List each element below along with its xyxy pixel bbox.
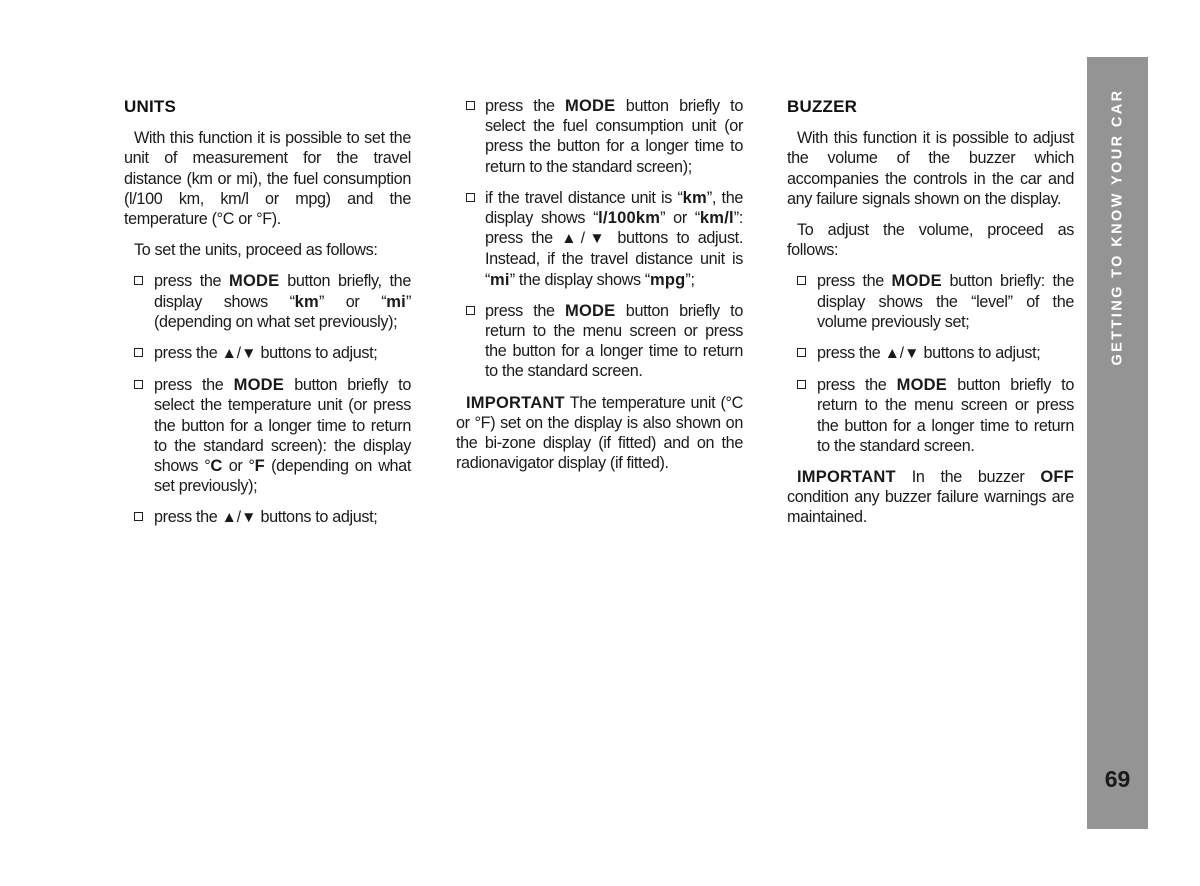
buzzer-proceed: To adjust the volume, proceed as follows:: [787, 221, 1074, 260]
list-item: if the travel distance unit is “km”, the display shows “l/100km” or “km/l”: press the ▲/▼ buttons to adjust. Instead, if the travel distance unit is “mi” the display shows “mpg”;: [456, 188, 743, 290]
list-item: press the MODE button briefly to select the fuel consumption unit (or press the button for a longer time to return to the standard screen);: [456, 96, 743, 177]
up-down-arrows-icon: ▲/▼: [221, 345, 257, 363]
list-item: press the MODE button briefly: the display shows the “level” of the volume previously set;: [787, 271, 1074, 332]
units-continued-column: [456, 96, 743, 484]
units-intro: With this function it is possible to set the unit of measurement for the travel distance (km or mi), the fuel consumption (l/100 km, km/l or mpg) and the temperature (°C or °F).: [124, 129, 411, 229]
chapter-sidebar: [1087, 57, 1148, 829]
checkbox-bullet-icon: [797, 276, 806, 285]
section-heading-buzzer: BUZZER: [787, 97, 858, 116]
list-item: press the MODE button briefly to select the temperature unit (or press the button for a longer time to return to the standard screen): the display shows °C or °F (depending on what set previously);: [124, 375, 411, 496]
list-item: press the ▲/▼ buttons to adjust;: [124, 507, 411, 528]
section-heading-units: UNITS: [124, 97, 176, 116]
units-proceed: To set the units, proceed as follows:: [134, 241, 378, 260]
up-down-arrows-icon: ▲/▼: [561, 230, 609, 248]
checkbox-bullet-icon: [466, 101, 475, 110]
chapter-title: [1087, 57, 1148, 397]
chapter-title-text: GETTING TO KNOW YOUR CAR: [1109, 88, 1126, 366]
checkbox-bullet-icon: [466, 193, 475, 202]
checkbox-bullet-icon: [797, 348, 806, 357]
list-item: press the MODE button briefly to return to the menu screen or press the button for a longer time to return to the standard screen.: [456, 301, 743, 382]
up-down-arrows-icon: ▲/▼: [221, 509, 257, 527]
up-down-arrows-icon: ▲/▼: [884, 345, 920, 363]
list-item: press the MODE button briefly, the display shows “km” or “mi” (depending on what set previously);: [124, 271, 411, 332]
buzzer-intro: With this function it is possible to adjust the volume of the buzzer which accompanies the controls in the car and any failure signals shown on the display.: [787, 129, 1074, 208]
checkbox-bullet-icon: [134, 276, 143, 285]
page-number: 69: [1104, 766, 1131, 792]
important-note: IMPORTANT The temperature unit (°C or °F) set on the display is also shown on the bi-zone display (if fitted) and on the radionavigator display (if fitted).: [456, 392, 743, 473]
list-item: press the ▲/▼ buttons to adjust;: [787, 343, 1074, 364]
units-column: [124, 96, 411, 540]
checkbox-bullet-icon: [134, 380, 143, 389]
important-note: IMPORTANT In the buzzer OFF condition any buzzer failure warnings are maintained.: [787, 467, 1074, 527]
checkbox-bullet-icon: [134, 512, 143, 521]
list-item: press the ▲/▼ buttons to adjust;: [124, 343, 411, 364]
checkbox-bullet-icon: [797, 380, 806, 389]
checkbox-bullet-icon: [466, 306, 475, 315]
buzzer-column: [787, 96, 1074, 539]
checkbox-bullet-icon: [134, 348, 143, 357]
list-item: press the MODE button briefly to return to the menu screen or press the button for a longer time to return to the standard screen.: [787, 375, 1074, 456]
